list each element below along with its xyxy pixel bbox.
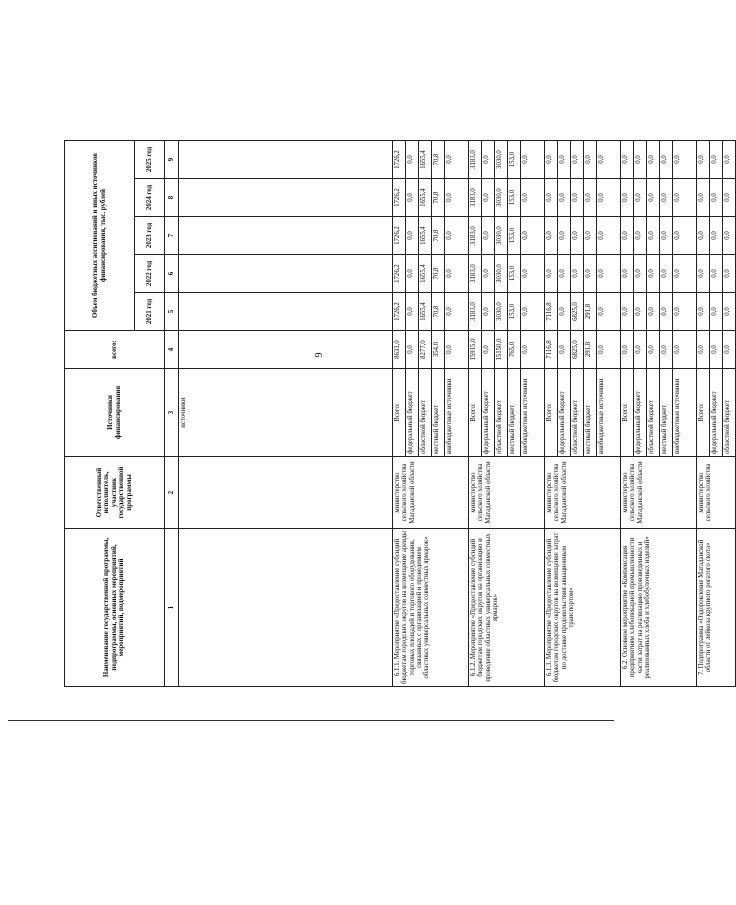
activity-name: 6.1.2. Мероприятие «Предоставление субсидий бюджетам городских округов на организацию и проведение областных универсальных совместных ярмарок» bbox=[469, 529, 545, 687]
total-value: 291,8 bbox=[584, 331, 597, 369]
year-value: 1726,2 bbox=[393, 179, 406, 217]
year-value: 0,0 bbox=[482, 255, 495, 293]
year-value: 70,8 bbox=[432, 179, 445, 217]
year-value: 0,0 bbox=[597, 255, 621, 293]
year-value: 3030,0 bbox=[495, 141, 508, 179]
year-value: 0,0 bbox=[647, 141, 660, 179]
table-row bbox=[621, 141, 634, 687]
year-value: 1726,2 bbox=[393, 255, 406, 293]
funding-source: областной бюджет bbox=[647, 369, 660, 457]
total-value: 0,0 bbox=[647, 331, 660, 369]
total-value: 0,0 bbox=[710, 331, 723, 369]
year-value: 0,0 bbox=[621, 293, 634, 331]
year-value: 1726,2 bbox=[393, 293, 406, 331]
total-value: 6825,0 bbox=[571, 331, 584, 369]
header-year-2023: 2023 год bbox=[135, 217, 165, 255]
funding-source: Всего: bbox=[545, 369, 558, 457]
total-value: 15915,0 bbox=[469, 331, 482, 369]
year-value: 0,0 bbox=[445, 217, 469, 255]
year-value: 0,0 bbox=[634, 179, 647, 217]
header-executor: Ответственный исполнитель, участник государственной программы bbox=[65, 457, 165, 529]
year-value: 1655,4 bbox=[419, 255, 432, 293]
year-value: 0,0 bbox=[571, 141, 584, 179]
year-value: 0,0 bbox=[647, 179, 660, 217]
year-value: 0,0 bbox=[634, 217, 647, 255]
year-value: 70,8 bbox=[432, 255, 445, 293]
funding-source: федеральный бюджет bbox=[634, 369, 647, 457]
funding-source: Всего: bbox=[697, 369, 710, 457]
funding-source: Всего: bbox=[621, 369, 634, 457]
year-value: 0,0 bbox=[545, 179, 558, 217]
funding-source: внебюджетные источники bbox=[597, 369, 621, 457]
header-total: всего: bbox=[65, 331, 165, 369]
header-year-2025: 2025 год bbox=[135, 141, 165, 179]
year-value: 0,0 bbox=[660, 141, 673, 179]
total-value: 7116,8 bbox=[545, 331, 558, 369]
total-value: 0,0 bbox=[723, 331, 736, 369]
year-value: 0,0 bbox=[521, 179, 545, 217]
year-value: 0,0 bbox=[723, 255, 736, 293]
year-value: 0,0 bbox=[660, 217, 673, 255]
year-value: 0,0 bbox=[558, 293, 571, 331]
year-value: 0,0 bbox=[521, 217, 545, 255]
year-value: 3183,0 bbox=[469, 217, 482, 255]
year-value: 0,0 bbox=[723, 141, 736, 179]
table-body bbox=[165, 141, 736, 687]
year-value: 0,0 bbox=[584, 179, 597, 217]
year-value: 0,0 bbox=[406, 141, 419, 179]
year-value: 291,8 bbox=[584, 293, 597, 331]
empty-cell bbox=[179, 141, 393, 179]
total-value: 0,0 bbox=[445, 331, 469, 369]
year-value: 0,0 bbox=[710, 179, 723, 217]
total-value: 0,0 bbox=[521, 331, 545, 369]
empty-cell bbox=[179, 255, 393, 293]
funding-source: местный бюджет bbox=[660, 369, 673, 457]
year-value: 3183,0 bbox=[469, 179, 482, 217]
year-value: 0,0 bbox=[660, 179, 673, 217]
year-value: 0,0 bbox=[647, 255, 660, 293]
total-value: 0,0 bbox=[673, 331, 697, 369]
year-value: 0,0 bbox=[584, 217, 597, 255]
continuation-source: источники bbox=[179, 369, 393, 457]
funding-source: областной бюджет bbox=[723, 369, 736, 457]
year-value: 3030,0 bbox=[495, 179, 508, 217]
year-value: 0,0 bbox=[673, 255, 697, 293]
funding-source: областной бюджет bbox=[571, 369, 584, 457]
year-value: 153,0 bbox=[508, 141, 521, 179]
activity-name: 6.1.3. Мероприятие «Предоставление субсидий бюджетам городских округов на возмещение затрат по доставке продовольствия авиационным транспортом» bbox=[545, 529, 621, 687]
funding-source: федеральный бюджет bbox=[406, 369, 419, 457]
year-value: 3030,0 bbox=[495, 255, 508, 293]
total-value: 0,0 bbox=[597, 331, 621, 369]
year-value: 153,0 bbox=[508, 255, 521, 293]
year-value: 0,0 bbox=[571, 179, 584, 217]
budget-table bbox=[64, 140, 736, 687]
executor-name: министерство сельского хозяйства bbox=[697, 457, 736, 529]
year-value: 0,0 bbox=[445, 179, 469, 217]
year-value: 0,0 bbox=[597, 141, 621, 179]
year-value: 0,0 bbox=[647, 293, 660, 331]
funding-source: областной бюджет bbox=[495, 369, 508, 457]
year-value: 0,0 bbox=[558, 141, 571, 179]
year-value: 0,0 bbox=[406, 255, 419, 293]
year-value: 0,0 bbox=[621, 255, 634, 293]
total-value: 0,0 bbox=[406, 331, 419, 369]
year-value: 0,0 bbox=[673, 293, 697, 331]
total-value: 0,0 bbox=[697, 331, 710, 369]
year-value: 0,0 bbox=[697, 141, 710, 179]
year-value: 153,0 bbox=[508, 217, 521, 255]
header-year-2022: 2022 год bbox=[135, 255, 165, 293]
table-row bbox=[697, 141, 710, 687]
year-value: 3183,0 bbox=[469, 255, 482, 293]
funding-source: федеральный бюджет bbox=[710, 369, 723, 457]
year-value: 0,0 bbox=[584, 141, 597, 179]
activity-name: 6.1.1. Мероприятие «Предоставление субсидий бюджетам городских округов на возмещение аренды торговых площадей и торгового оборудования, связанных с организацией и проведением областных универсальных совместных ярмарок» bbox=[393, 529, 469, 687]
year-value: 0,0 bbox=[710, 141, 723, 179]
year-value: 0,0 bbox=[406, 179, 419, 217]
year-value: 1655,4 bbox=[419, 141, 432, 179]
header-name: Наименование государственной программы, подпрограммы, основных мероприятий, мероприятий, подмероприятий bbox=[65, 529, 165, 687]
activity-name: 7. Подпрограмма «Оздоровление Магаданской области от лейкоза крупного рогатого скота» bbox=[697, 529, 736, 687]
total-value: 15150,0 bbox=[495, 331, 508, 369]
year-value: 0,0 bbox=[710, 255, 723, 293]
total-value: 8631,0 bbox=[393, 331, 406, 369]
year-value: 0,0 bbox=[723, 217, 736, 255]
funding-source: Всего: bbox=[469, 369, 482, 457]
year-value: 0,0 bbox=[482, 141, 495, 179]
year-value: 0,0 bbox=[521, 255, 545, 293]
year-value: 1726,2 bbox=[393, 217, 406, 255]
year-value: 3183,0 bbox=[469, 293, 482, 331]
year-value: 0,0 bbox=[647, 217, 660, 255]
header-year-2021: 2021 год bbox=[135, 293, 165, 331]
year-value: 1655,4 bbox=[419, 293, 432, 331]
year-value: 0,0 bbox=[634, 255, 647, 293]
column-number: 1 bbox=[165, 529, 179, 687]
year-value: 0,0 bbox=[697, 179, 710, 217]
year-value: 6825,0 bbox=[571, 293, 584, 331]
column-number: 2 bbox=[165, 457, 179, 529]
total-value: 0,0 bbox=[558, 331, 571, 369]
continuation-row bbox=[179, 141, 393, 687]
funding-source: федеральный бюджет bbox=[482, 369, 495, 457]
year-value: 3030,0 bbox=[495, 217, 508, 255]
year-value: 0,0 bbox=[697, 217, 710, 255]
total-value: 0,0 bbox=[621, 331, 634, 369]
year-value: 70,8 bbox=[432, 217, 445, 255]
year-value: 0,0 bbox=[697, 293, 710, 331]
year-value: 0,0 bbox=[445, 293, 469, 331]
funding-source: местный бюджет bbox=[584, 369, 597, 457]
year-value: 153,0 bbox=[508, 179, 521, 217]
executor-name: министерство сельского хозяйства Магаданской области bbox=[393, 457, 469, 529]
year-value: 0,0 bbox=[621, 217, 634, 255]
year-value: 0,0 bbox=[597, 293, 621, 331]
year-value: 0,0 bbox=[634, 141, 647, 179]
year-value: 7116,8 bbox=[545, 293, 558, 331]
year-value: 0,0 bbox=[621, 179, 634, 217]
year-value: 0,0 bbox=[482, 217, 495, 255]
column-number: 9 bbox=[165, 141, 179, 179]
year-value: 0,0 bbox=[710, 217, 723, 255]
column-number: 7 bbox=[165, 217, 179, 255]
column-number: 6 bbox=[165, 255, 179, 293]
year-value: 70,8 bbox=[432, 293, 445, 331]
year-value: 0,0 bbox=[571, 255, 584, 293]
column-number: 8 bbox=[165, 179, 179, 217]
continuation-name-cell bbox=[179, 529, 393, 687]
column-number: 4 bbox=[165, 331, 179, 369]
activity-name: 6.2. Основное мероприятие «Компенсация предприятиям хлебопекарной промышленности части затрат на реализацию произведенных и реализованных хлеба и хлебобулочных изделий» bbox=[621, 529, 697, 687]
year-value: 3030,0 bbox=[495, 293, 508, 331]
column-number: 3 bbox=[165, 369, 179, 457]
empty-cell bbox=[179, 179, 393, 217]
executor-name: министерство сельского хозяйства Магаданской области bbox=[545, 457, 621, 529]
total-value: 0,0 bbox=[660, 331, 673, 369]
funding-source: Всего: bbox=[393, 369, 406, 457]
year-value: 0,0 bbox=[584, 255, 597, 293]
empty-cell bbox=[179, 293, 393, 331]
year-value: 0,0 bbox=[558, 255, 571, 293]
table-row bbox=[469, 141, 482, 687]
total-value: 354,0 bbox=[432, 331, 445, 369]
year-value: 0,0 bbox=[673, 141, 697, 179]
year-value: 0,0 bbox=[545, 255, 558, 293]
year-value: 3183,0 bbox=[469, 141, 482, 179]
year-value: 0,0 bbox=[660, 293, 673, 331]
total-value: 8277,0 bbox=[419, 331, 432, 369]
year-value: 0,0 bbox=[597, 179, 621, 217]
year-value: 0,0 bbox=[710, 293, 723, 331]
continuation-executor-cell bbox=[179, 457, 393, 529]
column-number: 5 bbox=[165, 293, 179, 331]
year-value: 0,0 bbox=[673, 179, 697, 217]
empty-cell bbox=[179, 331, 393, 369]
total-value: 765,0 bbox=[508, 331, 521, 369]
funding-source: местный бюджет bbox=[508, 369, 521, 457]
total-value: 0,0 bbox=[634, 331, 647, 369]
year-value: 1655,4 bbox=[419, 179, 432, 217]
funding-source: местный бюджет bbox=[432, 369, 445, 457]
year-value: 0,0 bbox=[406, 217, 419, 255]
year-value: 0,0 bbox=[545, 217, 558, 255]
header-year-2024: 2024 год bbox=[135, 179, 165, 217]
year-value: 0,0 bbox=[597, 217, 621, 255]
year-value: 0,0 bbox=[406, 293, 419, 331]
bottom-rule bbox=[8, 720, 614, 721]
year-value: 0,0 bbox=[673, 217, 697, 255]
year-value: 70,8 bbox=[432, 141, 445, 179]
page-number: 9 bbox=[314, 352, 325, 358]
table-row bbox=[545, 141, 558, 687]
funding-source: внебюджетные источники bbox=[445, 369, 469, 457]
funding-source: внебюджетные источники bbox=[673, 369, 697, 457]
year-value: 0,0 bbox=[521, 293, 545, 331]
year-value: 0,0 bbox=[660, 255, 673, 293]
year-value: 0,0 bbox=[445, 255, 469, 293]
executor-name: министерство сельского хозяйства Магаданской области bbox=[469, 457, 545, 529]
year-value: 0,0 bbox=[558, 217, 571, 255]
executor-name: министерство сельского хозяйства Магаданской области bbox=[621, 457, 697, 529]
year-value: 0,0 bbox=[482, 293, 495, 331]
table-row bbox=[393, 141, 406, 687]
year-value: 1655,4 bbox=[419, 217, 432, 255]
column-number-row bbox=[165, 141, 179, 687]
header-sources: Источники финансирования bbox=[65, 369, 165, 457]
header-funding-group: Объем бюджетных ассигнований и иных источников финансирования, тыс. рублей bbox=[65, 141, 135, 331]
year-value: 0,0 bbox=[482, 179, 495, 217]
year-value: 0,0 bbox=[521, 141, 545, 179]
year-value: 0,0 bbox=[634, 293, 647, 331]
year-value: 1726,2 bbox=[393, 141, 406, 179]
year-value: 153,0 bbox=[508, 293, 521, 331]
year-value: 0,0 bbox=[445, 141, 469, 179]
year-value: 0,0 bbox=[571, 217, 584, 255]
year-value: 0,0 bbox=[545, 141, 558, 179]
funding-source: внебюджетные источники bbox=[521, 369, 545, 457]
year-value: 0,0 bbox=[723, 179, 736, 217]
empty-cell bbox=[179, 217, 393, 255]
total-value: 0,0 bbox=[482, 331, 495, 369]
year-value: 0,0 bbox=[697, 255, 710, 293]
year-value: 0,0 bbox=[621, 141, 634, 179]
funding-source: областной бюджет bbox=[419, 369, 432, 457]
funding-source: федеральный бюджет bbox=[558, 369, 571, 457]
year-value: 0,0 bbox=[558, 179, 571, 217]
year-value: 0,0 bbox=[723, 293, 736, 331]
